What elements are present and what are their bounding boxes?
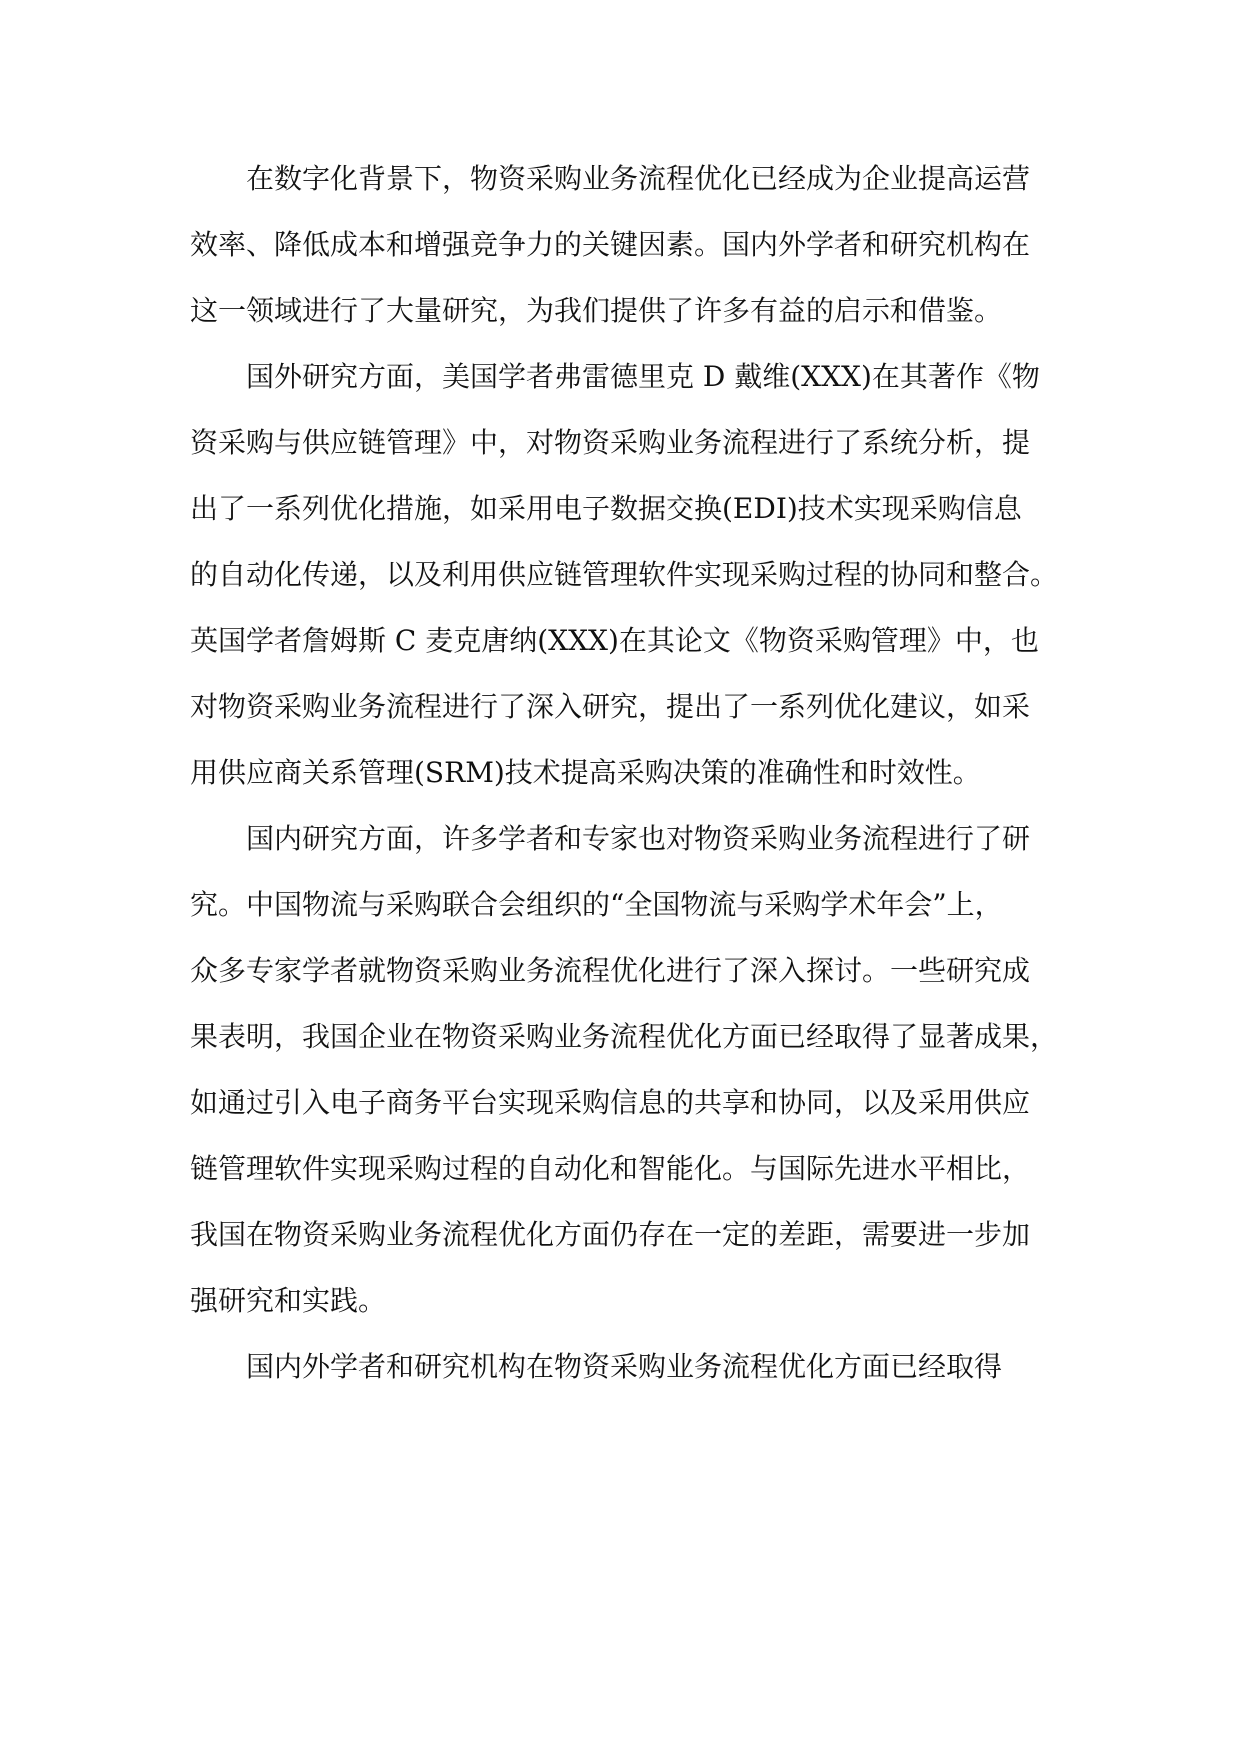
- text-line: 出了一系列优化措施，如采用电子数据交换(EDI)技术实现采购信息: [190, 492, 1022, 525]
- text-line: 这一领域进行了大量研究，为我们提供了许多有益的启示和借鉴。: [190, 294, 1003, 327]
- text-line: 英国学者詹姆斯 C 麦克唐纳(XXX)在其论文《物资采购管理》中，也: [190, 624, 1039, 657]
- text-line: 用供应商关系管理(SRM)技术提高采购决策的准确性和时效性。: [190, 756, 981, 789]
- text-line: 链管理软件实现采购过程的自动化和智能化。与国际先进水平相比，: [190, 1152, 1031, 1185]
- document-body: [190, 146, 1060, 1400]
- text-line: 对物资采购业务流程进行了深入研究，提出了一系列优化建议，如采: [190, 690, 1031, 723]
- text-line: 的自动化传递，以及利用供应链管理软件实现采购过程的协同和整合。: [190, 558, 1059, 591]
- text-line: 在数字化背景下，物资采购业务流程优化已经成为企业提高运营: [246, 162, 1031, 195]
- text-line: 究。中国物流与采购联合会组织的“全国物流与采购学术年会”上，: [190, 888, 1003, 921]
- text-line: 众多专家学者就物资采购业务流程优化进行了深入探讨。一些研究成: [190, 954, 1031, 987]
- text-line: 资采购与供应链管理》中，对物资采购业务流程进行了系统分析，提: [190, 426, 1031, 459]
- text-line: 我国在物资采购业务流程优化方面仍存在一定的差距，需要进一步加: [190, 1218, 1031, 1251]
- text-line: 如通过引入电子商务平台实现采购信息的共享和协同，以及采用供应: [190, 1086, 1031, 1119]
- text-line: 效率、降低成本和增强竞争力的关键因素。国内外学者和研究机构在: [190, 228, 1031, 261]
- text-line: 国外研究方面，美国学者弗雷德里克 D 戴维(XXX)在其著作《物: [246, 360, 1040, 393]
- text-line: 国内研究方面，许多学者和专家也对物资采购业务流程进行了研: [246, 822, 1031, 855]
- text-line: 国内外学者和研究机构在物资采购业务流程优化方面已经取得: [246, 1350, 1003, 1383]
- text-line: 果表明，我国企业在物资采购业务流程优化方面已经取得了显著成果，: [190, 1020, 1059, 1053]
- text-line: 强研究和实践。: [190, 1284, 387, 1317]
